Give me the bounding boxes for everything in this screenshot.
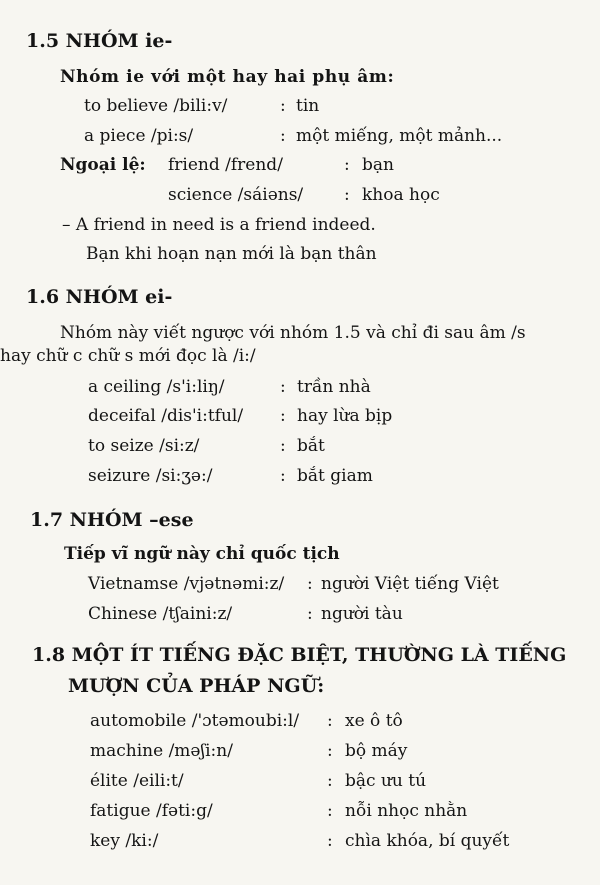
vocab-colon: : bbox=[327, 831, 333, 851]
section-1-8-title-cont: MƯỢN CỦA PHÁP NGỮ: bbox=[68, 675, 325, 697]
vocab-meaning: nỗi nhọc nhằn bbox=[345, 801, 468, 821]
vocab-word: automobile /'ɔtəmoubi:l/ bbox=[90, 711, 300, 731]
vocab-colon: : bbox=[327, 771, 333, 791]
section-1-7-title: 1.7 NHÓM –ese bbox=[30, 509, 194, 531]
vocab-colon: : bbox=[307, 604, 313, 624]
vocab-colon: : bbox=[327, 741, 333, 761]
vocab-colon: : bbox=[280, 466, 286, 486]
vocab-colon: : bbox=[280, 377, 286, 397]
vocab-colon: : bbox=[344, 185, 350, 205]
vocab-word: science /sáiəns/ bbox=[168, 185, 304, 205]
vocab-word: seizure /si:ʒə:/ bbox=[88, 466, 213, 486]
vocab-word: key /ki:/ bbox=[90, 831, 159, 851]
vocab-meaning: người tàu bbox=[321, 604, 403, 624]
vocab-colon: : bbox=[280, 96, 286, 116]
section-1-5-title: 1.5 NHÓM ie- bbox=[26, 30, 173, 52]
vocab-word: friend /frend/ bbox=[168, 155, 283, 175]
vocab-colon: : bbox=[307, 574, 313, 594]
vocab-meaning: bắt giam bbox=[297, 466, 373, 486]
proverb: – A friend in need is a friend indeed. bbox=[62, 215, 376, 235]
vocab-meaning: trần nhà bbox=[297, 377, 371, 397]
vocab-word: Chinese /tʃaini:z/ bbox=[88, 604, 233, 624]
section-1-6-paragraph: Nhóm này viết ngược với nhóm 1.5 và chỉ đi sau âm /s bbox=[60, 323, 526, 343]
vocab-meaning: bậc ưu tú bbox=[345, 771, 427, 791]
vocab-meaning: khoa học bbox=[362, 185, 440, 205]
vocab-word: a ceiling /s'i:liŋ/ bbox=[88, 377, 225, 397]
vocab-meaning: xe ô tô bbox=[345, 711, 403, 731]
vocab-word: fatigue /fəti:g/ bbox=[90, 801, 213, 821]
vocab-colon: : bbox=[280, 126, 286, 146]
vocab-meaning: chìa khóa, bí quyết bbox=[345, 831, 510, 851]
vocab-meaning: bắt bbox=[297, 436, 325, 456]
vocab-meaning: bộ máy bbox=[345, 741, 408, 761]
vocab-meaning: tin bbox=[296, 96, 320, 116]
vocab-colon: : bbox=[280, 436, 286, 456]
vocab-word: élite /eili:t/ bbox=[90, 771, 184, 791]
section-1-7-subtitle: Tiếp vĩ ngữ này chỉ quốc tịch bbox=[64, 544, 340, 564]
vocab-word: machine /məʃi:n/ bbox=[90, 741, 233, 761]
proverb-translation: Bạn khi hoạn nạn mới là bạn thân bbox=[86, 244, 377, 264]
section-1-6-paragraph: hay chữ c chữ s mới đọc là /i:/ bbox=[0, 346, 256, 366]
vocab-word: to seize /si:z/ bbox=[88, 436, 200, 456]
vocab-meaning: hay lừa bịp bbox=[297, 406, 393, 426]
vocab-colon: : bbox=[327, 711, 333, 731]
vocab-meaning: bạn bbox=[362, 155, 394, 175]
vocab-meaning: một miếng, một mảnh... bbox=[296, 126, 503, 146]
vocab-word: deceifal /dis'i:tful/ bbox=[88, 406, 244, 426]
vocab-colon: : bbox=[327, 801, 333, 821]
vocab-colon: : bbox=[344, 155, 350, 175]
vocab-word: Vietnamse /vjətnəmi:z/ bbox=[88, 574, 285, 594]
section-1-5-subtitle: Nhóm ie với một hay hai phụ âm: bbox=[60, 67, 395, 87]
vocab-word: to believe /bili:v/ bbox=[84, 96, 228, 116]
vocab-meaning: người Việt tiếng Việt bbox=[321, 574, 499, 594]
exception-label: Ngoại lệ: bbox=[60, 155, 146, 175]
vocab-word: a piece /pi:s/ bbox=[84, 126, 194, 146]
vocab-colon: : bbox=[280, 406, 286, 426]
section-1-8-title: 1.8 MỘT ÍT TIẾNG ĐẶC BIỆT, THƯỜNG LÀ TIẾNG bbox=[32, 644, 567, 666]
section-1-6-title: 1.6 NHÓM ei- bbox=[26, 286, 173, 308]
